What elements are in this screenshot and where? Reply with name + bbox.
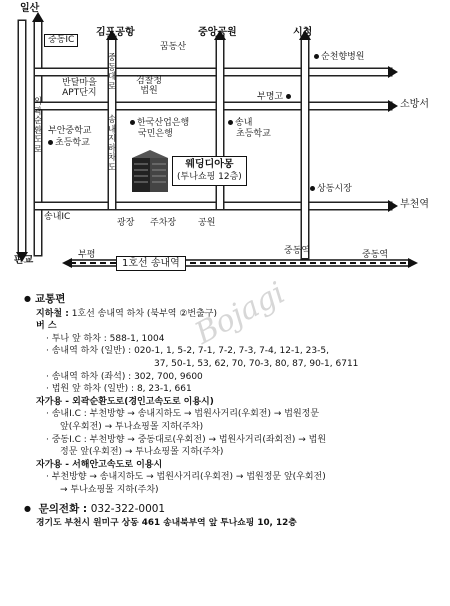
label-outer-ring-road: 외곽순환도로 (33, 97, 43, 155)
label-jungang-park: 중앙공원 (198, 27, 237, 38)
car1-row: 앞(우회전) → 투나쇼핑몰 지하(주차) (60, 421, 204, 432)
label-bucheon-station: 부천역 (400, 199, 429, 210)
label-sangdong-market: 상동시장 (310, 184, 352, 194)
label-kookmin-bank: 국민은행 (138, 129, 173, 139)
label-hanguk-bank: 한국산업은행 (130, 118, 189, 128)
bus-row: · 법원 앞 하차 (일반) : 8, 23-1, 661 (46, 384, 192, 395)
contact-phone: 032-322-0001 (90, 502, 166, 515)
label-songnae-ic: 송내IC (44, 212, 71, 222)
watermark: Bojagi (189, 275, 291, 352)
venue-name: 웨딩디아몽 (185, 159, 234, 170)
label-park: 공원 (198, 218, 216, 228)
venue-label (172, 156, 247, 186)
label-jungdong-ic: 중동IC (44, 34, 78, 47)
car2-row: → 투나쇼핑몰 지하(주차) (60, 484, 159, 495)
label-banda-apt: 반달마을 APT단지 (62, 78, 97, 98)
label-gimpo-airport: 김포공항 (96, 27, 135, 38)
label-kkumdongsan: 꿈동산 (160, 42, 187, 52)
label-buan-middle: 부안중학교 (48, 126, 92, 136)
venue-building-icon (132, 150, 168, 192)
subway-text: 1호선 송내역 하차 (북부역 ②번출구) (71, 308, 217, 319)
car1-row: · 송내I.C : 부천방향 → 송내지하도 → 법원사거리(우회전) → 법원정문 (46, 409, 320, 420)
bus-row: · 송내역 하차 (좌석) : 302, 700, 9600 (46, 371, 203, 382)
label-jungdong-station-2: 중동역 (362, 250, 389, 260)
subway-label: 지하철 : (36, 308, 69, 319)
label-jungdong-blvd: 중동대로 (107, 53, 117, 92)
label-sicheong: 시청 (293, 27, 313, 38)
car2-label: 자가용 - 서해안고속도로 이용시 (36, 459, 163, 470)
transport-title: ● 교통편 (24, 293, 446, 306)
label-parking: 주차장 (150, 218, 177, 228)
label-sobangseo: 소방서 (400, 99, 429, 110)
address: 경기도 부천시 원미구 상동 461 송내북부역 앞 투나쇼핑 10, 12층 (36, 518, 297, 529)
bus-row: · 송내역 하차 (일반) : 020-1, 1, 5-2, 7-1, 7-2, 7-3, 7-4, 12-1, 23-5, (46, 346, 329, 357)
label-suncheonhyang-hospital: 순천향병원 (314, 52, 364, 62)
label-songnae-elem-b: 초등학교 (236, 129, 271, 139)
car1-row: 정문 앞(우회전) → 투나쇼핑몰 지하(주차) (60, 447, 224, 458)
bus-row: · 투나 앞 하차 : 588-1, 1004 (46, 333, 165, 344)
label-songnae-underpass: 송내지하차도 (107, 115, 117, 173)
label-buan-elem: 초등학교 (48, 138, 90, 148)
label-ilsan: 일산 (20, 3, 40, 14)
bus-label: 버 스 (36, 321, 57, 332)
subway-row (36, 308, 446, 321)
car1-row: · 중동I.C : 부천방향 → 중동대로(우회전) → 법원사거리(좌회전) → 법원 (46, 434, 327, 445)
label-gwangjang: 광장 (117, 218, 135, 228)
bus-row: 37, 50-1, 53, 62, 70, 70-3, 80, 87, 90-1, 6711 (154, 358, 359, 369)
label-bumyeong: 부명고 (257, 92, 293, 102)
label-bupyeong: 부평 (78, 250, 96, 260)
car2-row: · 부천방향 → 송내지하도 → 법원사거리(우회전) → 법원정문 앞(우회전) (46, 472, 326, 483)
car1-label: 자가용 - 외곽순환도로(경인고속도로 이용시) (36, 396, 214, 407)
label-pangyo: 판교 (14, 255, 34, 266)
contact-title: 문의전화 : (38, 502, 88, 515)
contact-row (24, 503, 446, 516)
label-prosecutors-court: 검찰청 법원 (136, 76, 163, 96)
label-jungdong-station: 중동역 (284, 246, 311, 256)
directions-panel (36, 292, 446, 530)
label-songnae-elem-a: 송내 (228, 118, 252, 128)
label-line1-songnae: 1호선 송내역 (116, 256, 186, 271)
venue-floor: (투나쇼핑 12층) (177, 172, 242, 182)
